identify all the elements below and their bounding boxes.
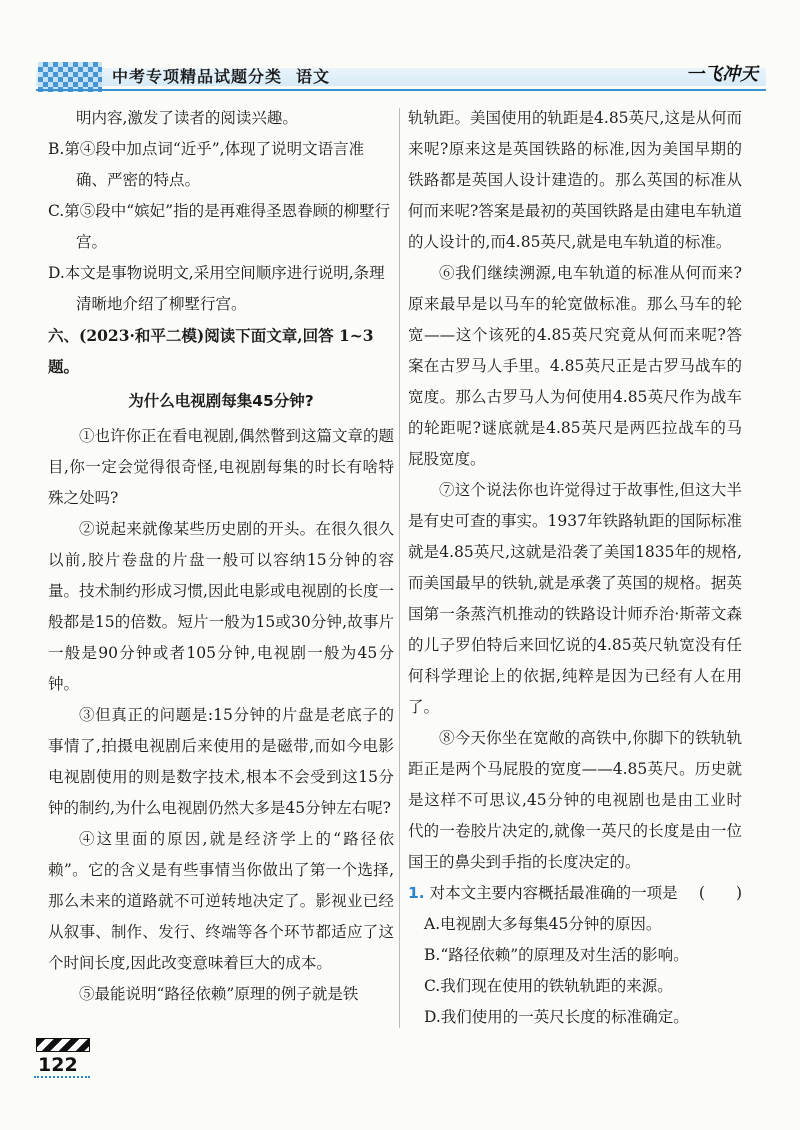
paragraph-3: ③但真正的问题是:15分钟的片盘是老底子的事情了,拍摄电视剧后来使用的是磁带,而如今电影电视剧使用的则是数字技术,根本不会受到这15分钟的制约,为什么电视剧仍然大多是45分钟左右呢?: [48, 706, 394, 817]
column-divider: [399, 108, 400, 1028]
paragraph-2: ②说起来就像某些历史剧的开头。在很久很久以前,胶片卷盘的片盘一般可以容纳15分钟的容量。技术制约形成习惯,因此电影或电视剧的长度一般都是15的倍数。短片一般为15或30分钟,故事片一般是90分钟或者105分钟,电视剧一般为45分钟。: [48, 520, 394, 693]
previous-option-continuation: 明内容,激发了读者的阅读兴趣。: [76, 109, 298, 127]
paragraph-8: ⑧今天你坐在宽敞的高铁中,你脚下的铁轨轨距正是两个马屁股的宽度——4.85英尺。历史就是这样不可思议,45分钟的电视剧也是由工业时代的一卷胶片决定的,就像一英尺的长度是由一位国王的鼻尖到手指的长度决定的。: [408, 729, 742, 871]
question-1: [408, 878, 742, 909]
option-b: B.第④段中加点词“近乎”,体现了说明文语言准确、严密的特点。: [48, 140, 365, 189]
question-number: 1.: [408, 884, 425, 902]
choice-b[interactable]: B.“路径依赖”的原理及对生活的影响。: [424, 946, 689, 964]
paragraph-5-start: ⑤最能说明“路径依赖”原理的例子就是铁: [79, 985, 359, 1003]
paragraph-1: ①也许你正在看电视剧,偶然瞥到这篇文章的题目,你一定会觉得很奇怪,电视剧每集的时长有啥特殊之处吗?: [48, 427, 394, 507]
paragraph-4: ④这里面的原因,就是经济学上的“路径依赖”。它的含义是有些事情当你做出了第一个选择,那么未来的道路就不可逆转地决定了。影视业已经从叙事、制作、发行、终端等各个环节都适应了这个时间长度,因此改变意味着巨大的成本。: [48, 830, 394, 972]
subject-label: 语文: [296, 67, 331, 86]
choice-a[interactable]: A.电视剧大多每集45分钟的原因。: [424, 915, 662, 933]
option-c: C.第⑤段中“嫔妃”指的是再难得圣恩眷顾的柳墅行宫。: [48, 202, 391, 251]
right-column: [408, 103, 742, 1033]
brand-logo: 一飞冲天: [686, 64, 758, 85]
clapperboard-icon: [36, 1038, 90, 1052]
header-title: [112, 64, 330, 87]
header-rule: [36, 89, 766, 91]
page-header: [36, 58, 766, 102]
page-number: 122: [38, 1054, 78, 1076]
header-checker-decoration: [38, 62, 102, 92]
choice-c[interactable]: C.我们现在使用的铁轨轨距的来源。: [424, 977, 673, 995]
article-title: 为什么电视剧每集45分钟?: [128, 392, 314, 410]
option-d: D.本文是事物说明文,采用空间顺序进行说明,条理清晰地介绍了柳墅行宫。: [48, 264, 385, 313]
page-number-badge: [32, 1036, 90, 1080]
section-heading: 六、(2023·和平二模)阅读下面文章,回答 1~3 题。: [48, 326, 374, 376]
paragraph-7: ⑦这个说法你也许觉得过于故事性,但这大半是有史可查的事实。1937年铁路轨距的国际标准就是4.85英尺,这就是沿袭了美国1835年的规格,而美国最早的铁轨,就是承袭了英国的规格。据英国第一条蒸汽机推动的铁路设计师乔治·斯蒂文森的儿子罗伯特后来回忆说的4.85英尺轨宽没有任何科学理论上的依据,纯粹是因为已经有人在用了。: [408, 481, 742, 716]
choice-d[interactable]: D.我们使用的一英尺长度的标准确定。: [424, 1008, 689, 1026]
answer-blank[interactable]: ( ): [698, 884, 742, 902]
paragraph-5-continued: 轨轨距。美国使用的轨距是4.85英尺,这是从何而来呢?原来这是英国铁路的标准,因为美国早期的铁路都是英国人设计建造的。那么英国的标准从何而来呢?答案是最初的英国铁路是由建电车轨道的人设计的,而4.85英尺,就是电车轨道的标准。: [408, 109, 742, 251]
paragraph-6: ⑥我们继续溯源,电车轨道的标准从何而来?原来最早是以马车的轮宽做标准。那么马车的轮宽——这个该死的4.85英尺究竟从何而来呢?答案在古罗马人手里。4.85英尺正是古罗马战车的宽度。那么古罗马人为何使用4.85英尺作为战车的轮距呢?谜底就是4.85英尺是两匹拉战车的马屁股宽度。: [408, 264, 742, 468]
left-column: [48, 103, 394, 1010]
dotted-decoration: [34, 1076, 90, 1081]
question-text: 对本文主要内容概括最准确的一项是: [429, 884, 678, 902]
book-title: 中考专项精品试题分类: [112, 67, 283, 86]
